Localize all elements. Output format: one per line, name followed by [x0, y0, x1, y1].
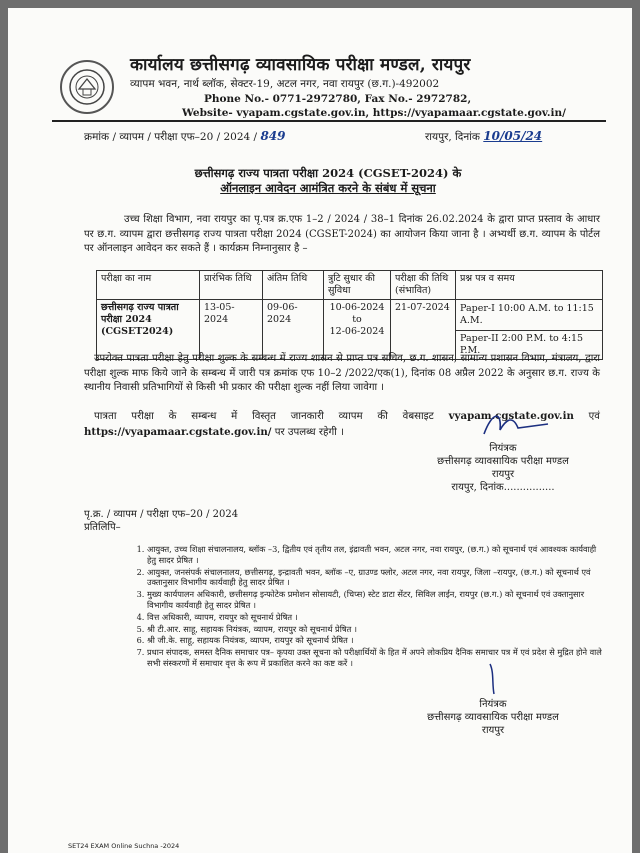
schedule-table [96, 270, 603, 360]
table-header-row [97, 271, 603, 300]
table-header-cell: प्रश्न पत्र व समय [456, 271, 603, 300]
handwritten-date: 10/05/24 [483, 129, 543, 143]
copy-label: प्रतिलिपि– [84, 522, 121, 533]
signature-graphic [478, 406, 558, 442]
signatory-title: नियंत्रक [479, 699, 507, 710]
table-header-cell: प्रारंभिक तिथि [200, 271, 263, 300]
exam-name-cell: छत्तीसगढ़ राज्य पात्रता परीक्षा 2024 (CGSET2024) [97, 300, 200, 360]
office-address: व्यापम भवन, नार्थ ब्लॉक, सेक्टर-19, अटल नगर, नवा रायपुर (छ.ग.)-492002 [130, 78, 440, 90]
correction-to: 12-06-2024 [329, 326, 385, 337]
correction-cell [324, 300, 391, 360]
table-row [97, 300, 603, 331]
subject-line-1: छत्तीसगढ़ राज्य पात्रता परीक्षा 2024 (CGSET-2024) के [194, 166, 462, 180]
start-date-cell: 13-05-2024 [200, 300, 263, 360]
signatory-city: रायपुर [491, 469, 515, 480]
paper-1-cell: Paper-I 10:00 A.M. to 11:15 A.M. [456, 300, 603, 331]
document-page [8, 8, 632, 853]
signatory-org: छत्तीसगढ़ व्यावसायिक परीक्षा मण्डल [437, 456, 569, 467]
subject-line-2: ऑनलाइन आवेदन आमंत्रित करने के संबंध में सूचना [220, 181, 436, 195]
signatory-city: रायपुर [481, 725, 505, 736]
endorsement-list [133, 544, 603, 670]
signatory-org: छत्तीसगढ़ व्यावसायिक परीक्षा मण्डल [427, 712, 559, 723]
list-item: 4. वित्त अधिकारी, व्यापम, रायपुर को सूचनार्थ प्रेषित । [147, 612, 603, 623]
website-link-1[interactable]: vyapam.cgstate.gov.in [448, 410, 574, 422]
intro-paragraph: उच्च शिक्षा विभाग, नवा रायपुर का पृ.पत्र क्र.एफ 1–2 / 2024 / 38–1 दिनांक 26.02.2024 के द्वारा प्राप्त प्रस्ताव के आधार पर छ.ग. व्यापम द्वारा छत्तीसगढ़ राज्य पात्रता परीक्षा 2024 (CGSET-2024) का आयोजन किया जाना है । अभ्यर्थी छ.ग. व्यापम के पोर्टल पर ऑनलाइन आवेदन कर सकते हैं । कार्यक्रम निम्नानुसार है – [84, 214, 600, 254]
initial-mark-graphic [478, 660, 508, 698]
reference-number: 849 [260, 129, 286, 143]
office-title: कार्यालय छत्तीसगढ़ व्यावसायिक परीक्षा मण्डल, रायपुर [130, 55, 471, 75]
reference-label: क्रमांक / व्यापम / परीक्षा एफ–20 / 2024 / [84, 131, 258, 143]
signature-block-1 [408, 442, 598, 494]
website-link-2[interactable]: https://vyapamaar.cgstate.gov.in/ [84, 425, 272, 438]
correction-from: 10-06-2024 [329, 302, 385, 313]
reference-date-line [425, 129, 542, 144]
list-item: 2. आयुक्त, जनसंपर्क संचालनालय, छत्तीसगढ़, इन्द्रावती भवन, ब्लॉक –ए, ग्राउण्ड फ्लोर, अटल नगर, नवा रायपुर, जिला –रायपुर, (छ.ग.) को सूचनार्थ एवं उक्तानुसार विभागीय कार्यवाही हेतु सादर प्रेषित । [147, 567, 603, 589]
office-phone: Phone No.- 0771-2972780, Fax No.- 2972782, [204, 93, 472, 105]
signature-block-2 [398, 698, 588, 737]
exam-date-cell: 21-07-2024 [391, 300, 456, 360]
header-rule [52, 120, 606, 122]
signatory-title: नियंत्रक [489, 443, 517, 454]
endorsement-ref: पृ.क्र. / व्यापम / परीक्षा एफ–20 / 2024 [84, 509, 239, 520]
table-header-cell: अंतिम तिथि [263, 271, 324, 300]
list-item: 7. प्रधान संपादक, समस्त दैनिक समाचार पत्र– कृपया उक्त सूचना को परीक्षार्थियों के हित में अपने लोकप्रिय दैनिक समाचार पत्र में एवं प्रदेश से मुद्रित होने वाले सभी संस्करणों में समाचार वृत्त के रूप में प्रकाशित करने का कष्ट करें । [147, 647, 603, 669]
fee-paragraph: उपरोक्त पात्रता परीक्षा हेतु परीक्षा शुल्क के सम्बन्ध में राज्य शासन से प्राप्त पत्र सचिव, छ.ग. शासन, सामान्य प्रशासन विभाग, मंत्रालय, द्वारा परीक्षा शुल्क माफ किये जाने के सम्बन्ध में जारी पत्र क्रमांक एफ 10–2 /2022/एक(1), दिनांक 08 अप्रैल 2022 के अनुसार छ.ग. राज्य के स्थानीय निवासी प्रतिभागियों से किसी भी प्रकार की परीक्षा शुल्क नहीं लिया जावेगा । [84, 353, 600, 393]
footer-label: SET24 EXAM Online Suchna -2024 [68, 842, 180, 850]
letterhead [130, 52, 600, 119]
website-text-before: पात्रता परीक्षा के सम्बन्ध में विस्तृत जानकारी व्यापम की वेबसाइट [94, 411, 434, 422]
emblem-graphic [67, 67, 107, 107]
subject-heading [78, 166, 578, 196]
correction-to-word: to [352, 314, 362, 325]
office-website: Website- vyapam.cgstate.gov.in, https://vyapamaar.cgstate.gov.in/ [182, 107, 566, 119]
website-text-middle: एवं [588, 411, 600, 422]
list-item: 1. आयुक्त, उच्च शिक्षा संचालनालय, ब्लॉक –3, द्वितीय एवं तृतीय तल, इंद्रावती भवन, अटल नगर, नवा रायपुर, (छ.ग.) को सूचनार्थ एवं आवश्यक कार्यवाही हेतु सादर प्रेषित । [147, 544, 603, 566]
list-item: 6. श्री जी.के. साहू, सहायक नियंत्रक, व्यापम, रायपुर को सूचनार्थ प्रेषित । [147, 635, 603, 646]
paper-2-cell: Paper-II 2:00 P.M. to 4:15 P.M. [456, 331, 603, 360]
emblem-icon [60, 60, 114, 114]
place-date-label: रायपुर, दिनांक [425, 131, 480, 143]
endorsement-header [84, 508, 600, 534]
list-item: 3. मुख्य कार्यपालन अधिकारी, छत्तीसगढ़ इन्फोटेक प्रमोशन सोसायटी, (चिप्स) स्टेट डाटा सेंटर, सिविल लाईन, रायपुर (छ.ग.) को सूचनार्थ एवं उक्तानुसार विभागीय कार्यवाही हेतु सादर प्रेषित । [147, 589, 603, 611]
list-item: 5. श्री टी.आर. साहू, सहायक नियंत्रक, व्यापम, रायपुर को सूचनार्थ प्रेषित । [147, 624, 603, 635]
table-header-cell: परीक्षा की तिथि (संभावित) [391, 271, 456, 300]
table-header-cell: परीक्षा का नाम [97, 271, 200, 300]
signatory-date-line: रायपुर, दिनांक................ [451, 482, 555, 493]
last-date-cell: 09-06-2024 [263, 300, 324, 360]
website-text-after: पर उपलब्ध रहेगी । [274, 426, 344, 438]
table-header-cell: त्रुटि सुधार की सुविधा [324, 271, 391, 300]
